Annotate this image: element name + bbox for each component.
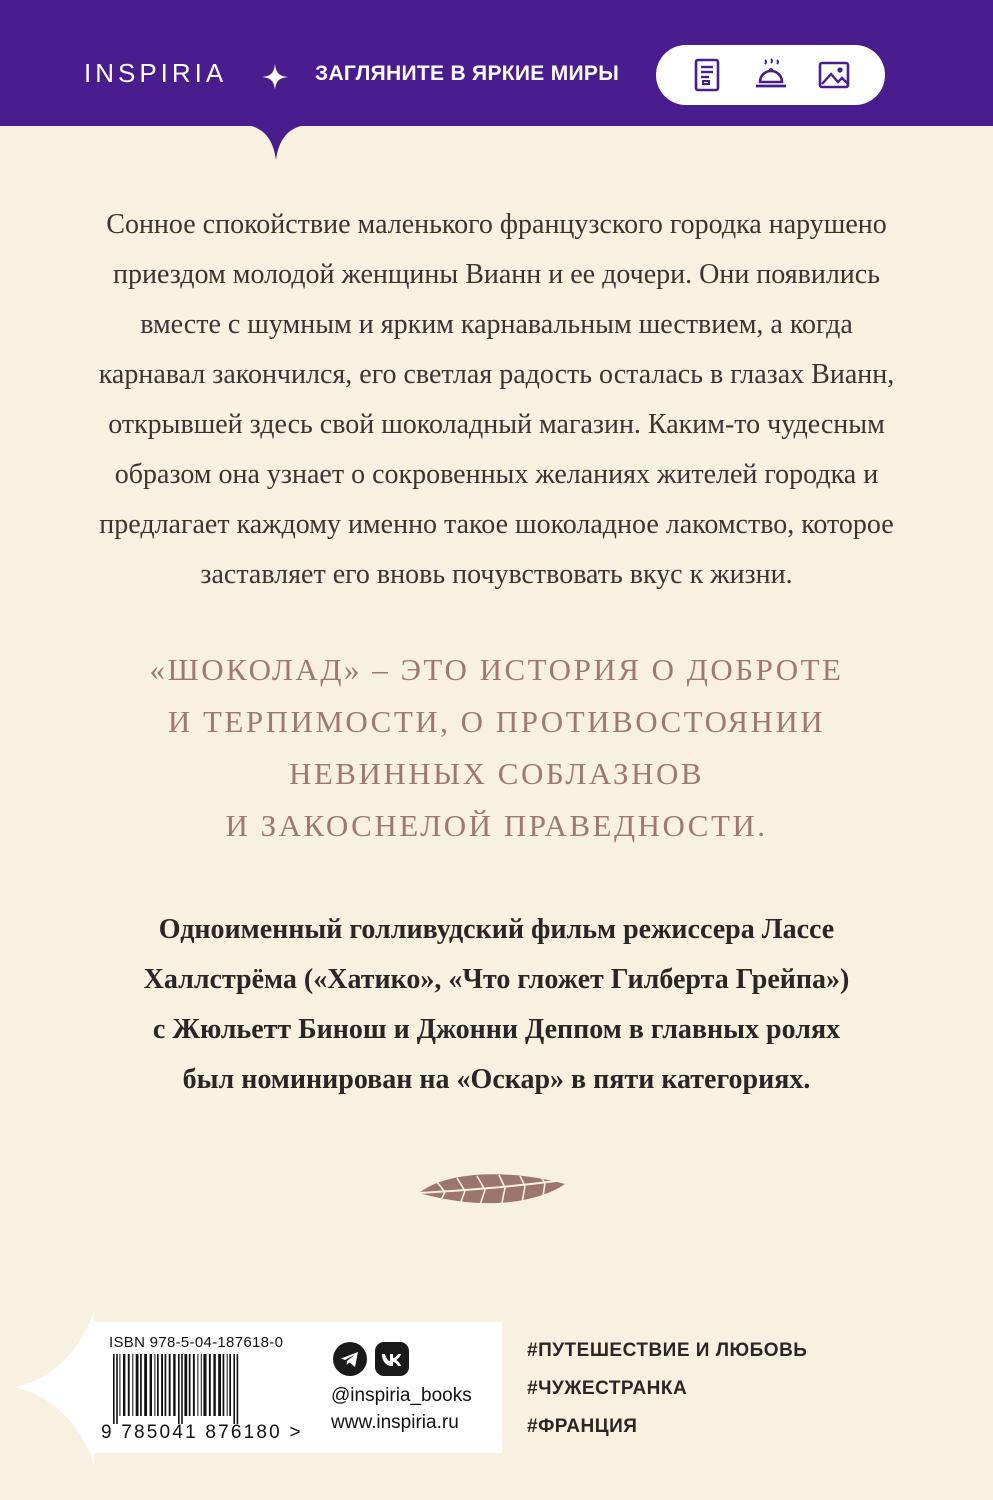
hashtag-list <box>527 1332 807 1446</box>
barcode-bar <box>113 1354 115 1424</box>
telegram-icon[interactable] <box>333 1342 367 1376</box>
vk-icon[interactable] <box>375 1342 409 1376</box>
barcode-bar <box>227 1354 228 1416</box>
film-note-line: Одноименный голливудский фильм режиссера Лассе <box>158 914 835 945</box>
barcode-bar <box>165 1354 167 1416</box>
barcode-bar <box>213 1354 215 1416</box>
leaf-icon <box>415 1168 580 1218</box>
hashtag[interactable]: #ЧУЖЕСТРАНКА <box>527 1378 688 1399</box>
brand-logo: INSPIRIA <box>84 58 228 88</box>
barcode-bar <box>157 1354 159 1416</box>
barcode-bar <box>150 1354 152 1416</box>
panel-tab <box>14 1310 94 1465</box>
barcode-bar <box>144 1354 147 1416</box>
cloche-icon <box>753 57 789 93</box>
barcode-bar <box>237 1354 239 1424</box>
pull-quote <box>60 644 933 852</box>
barcode-bar <box>233 1354 235 1424</box>
icon-pill <box>656 45 885 105</box>
barcode-bar <box>173 1354 175 1416</box>
barcode-bar <box>178 1354 180 1424</box>
barcode-bar <box>181 1354 183 1424</box>
film-note <box>60 905 933 1105</box>
barcode-bar <box>123 1354 125 1416</box>
ean-digits: 9 785041 876180 > <box>101 1422 303 1443</box>
quote-line: «ШОКОЛАД» – ЭТО ИСТОРИЯ О ДОБРОТЕ <box>149 652 844 687</box>
synopsis-text <box>60 200 933 600</box>
book-icon <box>690 57 726 93</box>
barcode-bar <box>128 1354 130 1416</box>
barcode-bar <box>223 1354 225 1416</box>
barcode-bar <box>116 1354 118 1424</box>
website-link[interactable]: www.inspiria.ru <box>331 1412 459 1433</box>
synopsis-line: предлагает каждому именно такое шоколадное лакомство, которое <box>99 509 894 540</box>
isbn-text: ISBN 978-5-04-187618-0 <box>109 1334 284 1351</box>
quote-line: НЕВИННЫХ СОБЛАЗНОВ <box>288 756 705 791</box>
barcode-bar <box>119 1354 120 1416</box>
film-note-line: был номинирован на «Оскар» в пяти категориях. <box>182 1064 811 1095</box>
barcode <box>109 1354 305 1424</box>
barcode-bar <box>154 1354 155 1416</box>
quote-line: И ЗАКОСНЕЛОЙ ПРАВЕДНОСТИ. <box>225 808 768 843</box>
picture-icon <box>816 57 852 93</box>
header-notch <box>241 124 311 160</box>
barcode-bar <box>161 1354 163 1416</box>
barcode-bar <box>203 1354 206 1416</box>
synopsis-line: Сонное спокойствие маленького французского городка нарушено <box>106 209 887 240</box>
barcode-bar <box>197 1354 198 1416</box>
synopsis-line: заставляет его вновь почувствовать вкус к жизни. <box>200 559 793 590</box>
sparkle-icon <box>260 62 290 92</box>
barcode-bar <box>218 1354 221 1416</box>
barcode-bar <box>184 1354 187 1416</box>
barcode-bar <box>201 1354 202 1416</box>
synopsis-line: вместе с шумным и ярким карнавальным шествием, а когда <box>140 309 853 340</box>
synopsis-line: открывшей здесь свой шоколадный магазин. Каким-то чудесным <box>108 409 885 440</box>
tagline: ЗАГЛЯНИТЕ В ЯРКИЕ МИРЫ <box>315 62 620 85</box>
film-note-line: Халлстрёма («Хатико», «Что гложет Гилберта Грейпа») <box>143 964 850 995</box>
barcode-bar <box>189 1354 191 1416</box>
barcode-bar <box>229 1354 231 1416</box>
synopsis-line: приездом молодой женщины Вианн и ее дочери. Они появились <box>113 259 880 290</box>
barcode-bar <box>140 1354 142 1416</box>
barcode-panel <box>91 1322 502 1453</box>
hashtag[interactable]: #ПУТЕШЕСТВИЕ И ЛЮБОВЬ <box>527 1340 808 1361</box>
social-handle[interactable]: @inspiria_books <box>331 1385 472 1406</box>
quote-line: И ТЕРПИМОСТИ, О ПРОТИВОСТОЯНИИ <box>167 704 826 739</box>
barcode-bar <box>193 1354 195 1416</box>
barcode-bar <box>169 1354 171 1416</box>
synopsis-line: карнавал закончился, его светлая радость осталась в глазах Вианн, <box>98 359 895 390</box>
barcode-bar <box>136 1354 139 1416</box>
film-note-line: с Жюльетт Бинош и Джонни Деппом в главных ролях <box>152 1014 841 1045</box>
barcode-bar <box>209 1354 211 1416</box>
synopsis-line: образом она узнает о сокровенных желаниях жителей городка и <box>114 459 879 490</box>
barcode-bar <box>132 1354 133 1416</box>
hashtag[interactable]: #ФРАНЦИЯ <box>527 1416 638 1437</box>
header-bar <box>0 0 993 126</box>
